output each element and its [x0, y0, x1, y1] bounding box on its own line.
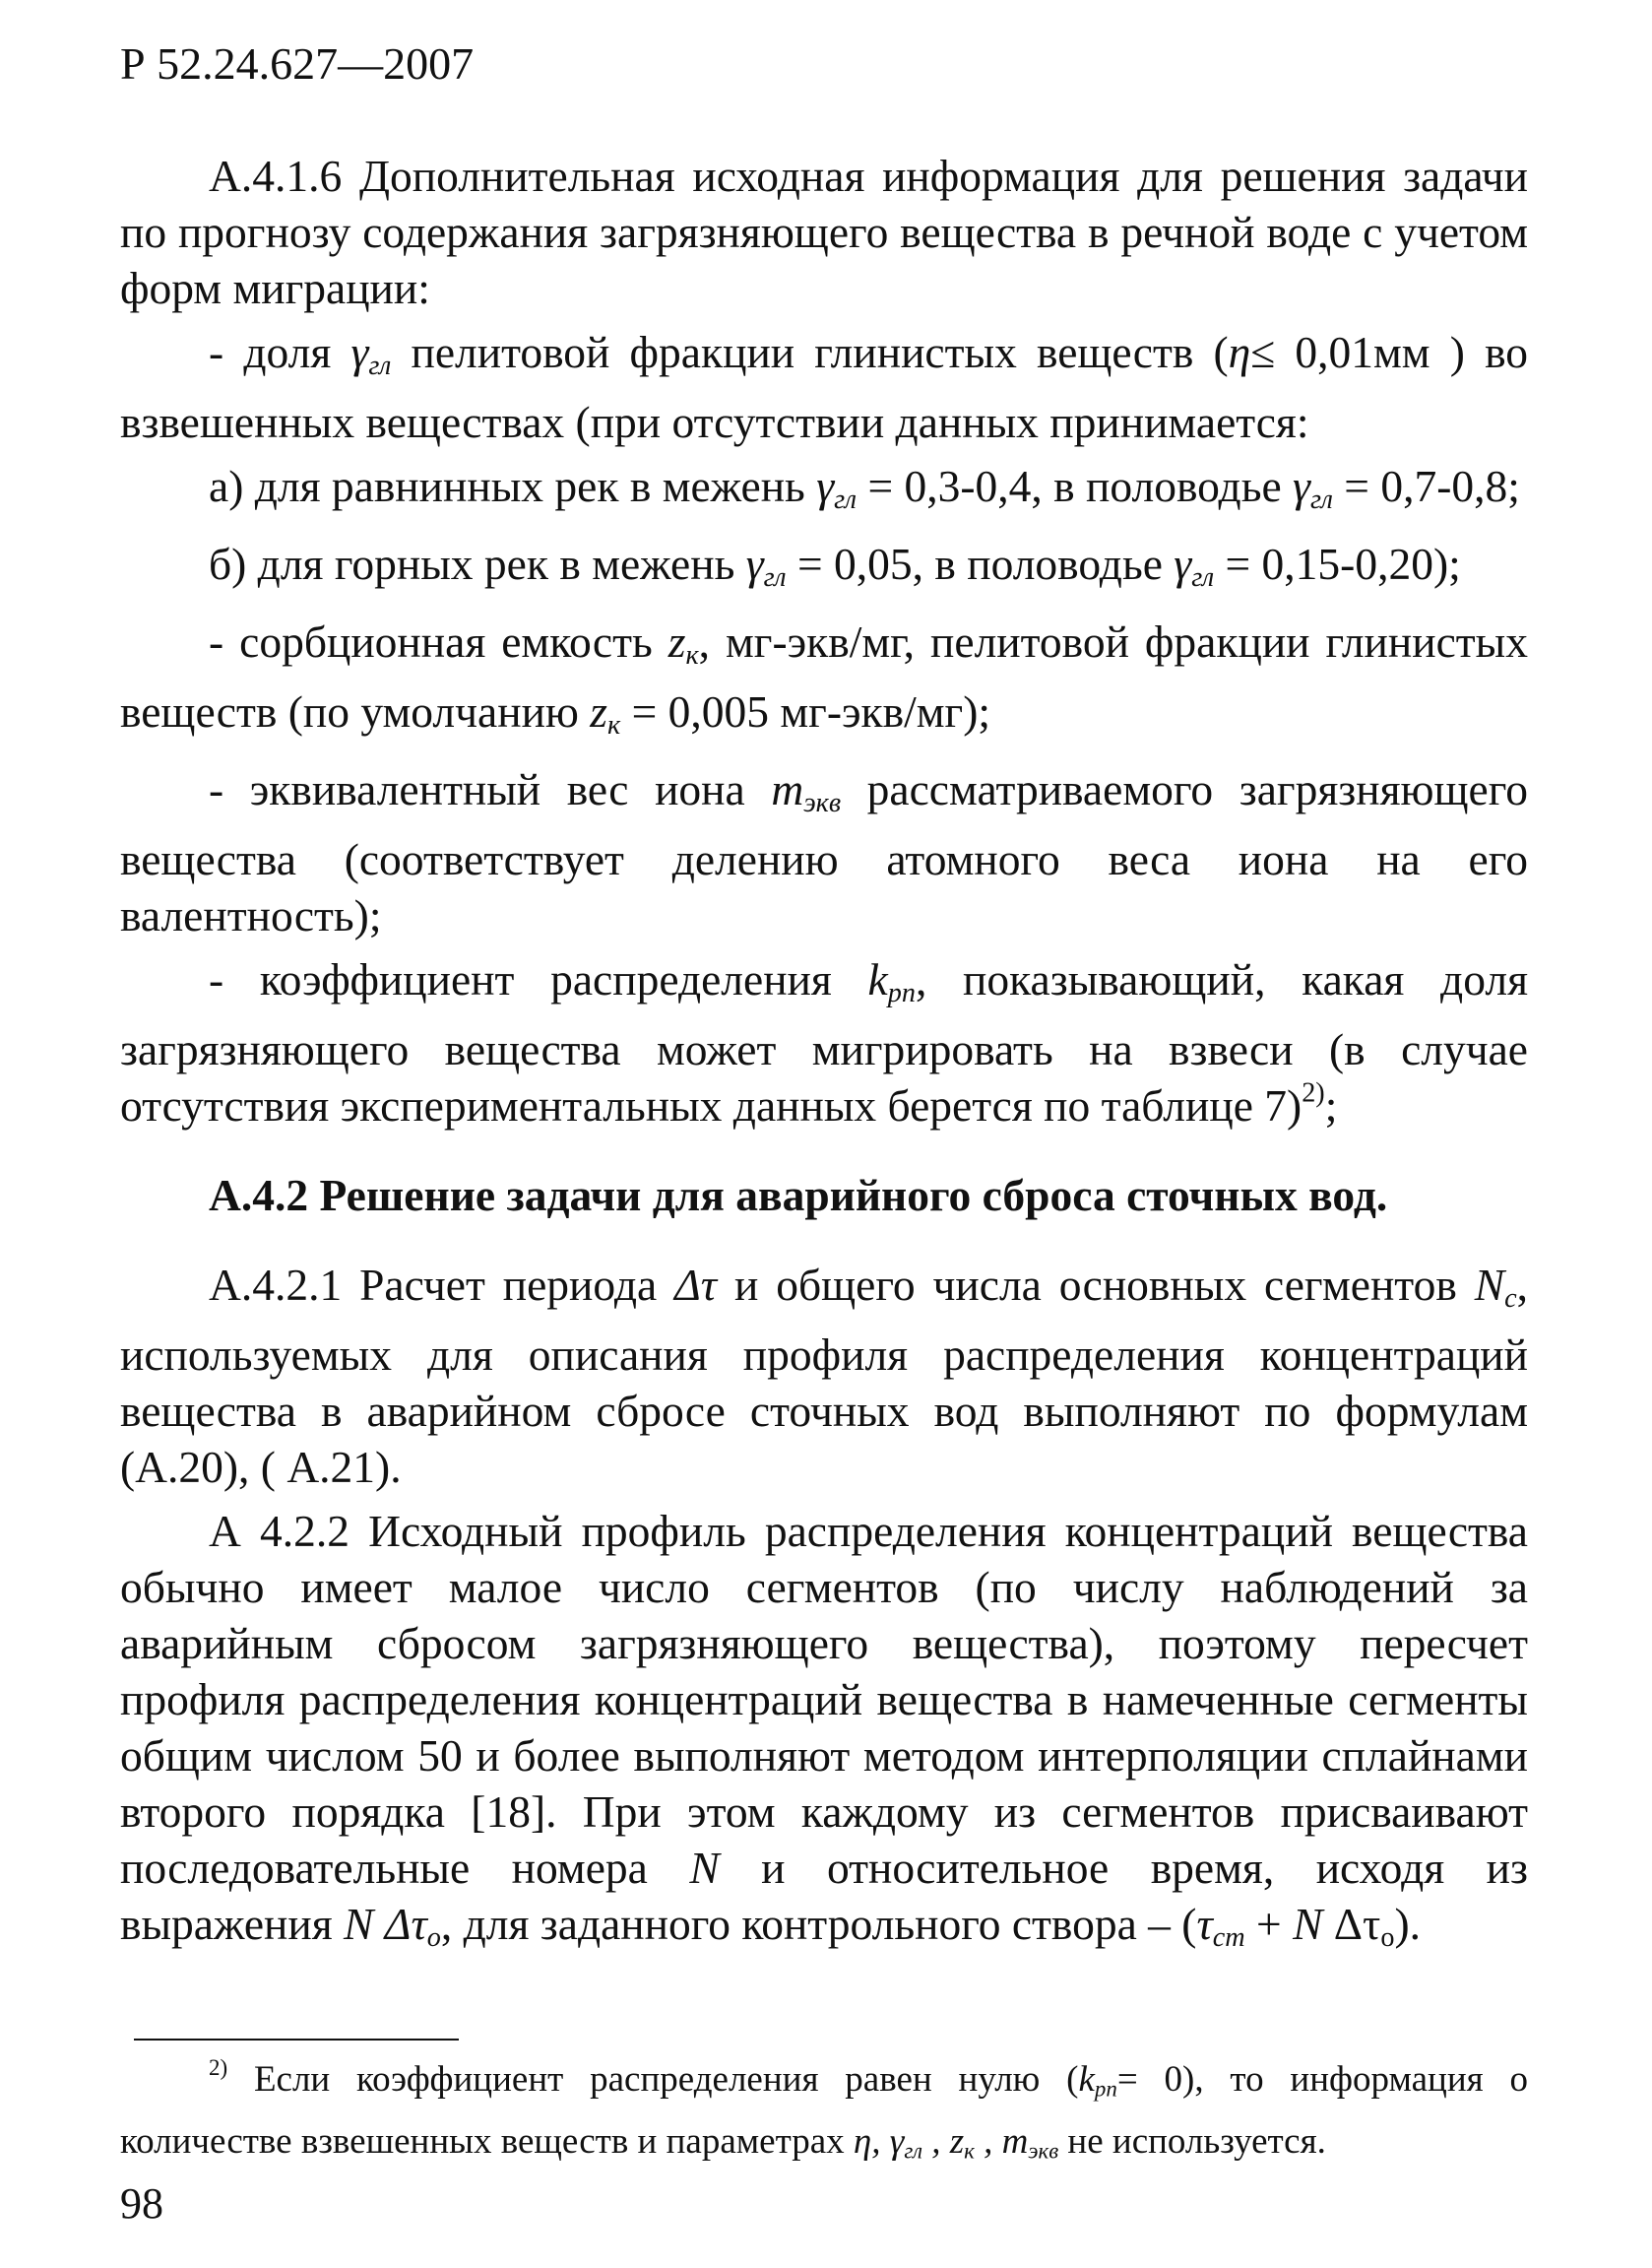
body-text — [120, 148, 1528, 1966]
paragraph-a421: А.4.2.1 Расчет периода Δτ и общего числа основных сегментов $N_с$, используемых для описания профиля распределения концентраций вещества в аварийном сбросе сточных вод выполняют по формулам (А.20), ( А.21). — [120, 1260, 1528, 1493]
footnote-separator — [134, 2039, 459, 2041]
paragraph-item-plain-rivers: а) для равнинных рек в межень $\gamma_{гл} = 0,3-0,4$, в половодье $\gamma_{гл} = 0,7-0,8$; — [209, 461, 1520, 516]
paragraph-a416-intro: А.4.1.6 Дополнительная исходная информация для решения задачи по прогнозу содержания загрязняющего вещества в речной воде с учетом форм миграции: — [120, 151, 1528, 313]
section-heading-a42: А.4.2 Решение задачи для аварийного сброса сточных вод. — [209, 1170, 1388, 1221]
footnote-marker: 2) — [209, 2054, 228, 2080]
var-gamma: γ — [350, 327, 369, 377]
paragraph-item-sorption-capacity: - сорбционная емкость $z_к$, мг-экв/мг, пелитовой фракции глинистых веществ (по умолчанию $z_к = 0,005$ мг-экв/мг); — [120, 616, 1529, 742]
paragraph-item-pelite-fraction: - доля $\gamma_{гл}$ пелитовой фракции глинистых веществ (η≤ 0,01мм ) во взвешенных веществах (при отсутствии данных принимается: — [120, 327, 1529, 448]
footnote-ref[interactable]: 2) — [1302, 1077, 1325, 1109]
paragraph-item-distribution-coefficient: - коэффициент распределения $k_{рп}$, показывающий, какая доля загрязняющего вещества может мигрировать на взвеси (в случае отсутствия экспериментальных данных берется по таблице 7)$^{2)}$; — [120, 954, 1528, 1132]
var-eta: η — [1228, 327, 1251, 377]
paragraph-item-equivalent-weight: - эквивалентный вес иона $m_{экв}$ рассматриваемого загрязняющего вещества (соответствует делению атомного веса иона на его валентность); — [120, 764, 1529, 941]
page-number: 98 — [120, 2179, 163, 2228]
footnote: $^{2)}$ Если коэффициент распределения равен нулю $(k_{рп}= 0)$, то информация о количестве взвешенных веществ и параметрах η, $\gamma_{гл}$ , $z_к$ , $m_{экв}$ не используется. — [120, 2054, 1528, 2164]
paragraph-a422: А 4.2.2 Исходный профиль распределения концентраций вещества обычно имеет малое число сегментов (по числу наблюдений за аварийным сбросом загрязняющего вещества), поэтому пересчет профиля распределения концентраций вещества в намеченные сегменты общим числом 50 и более выполняют методом интерполяции сплайнами второго порядка [18]. При этом каждому из сегментов присваивают последовательные номера N и относительное время, исходя из выражения N $\Delta\tau_о$, для заданного контрольного створа – ($\tau_{ст} + N$ $\Delta\tau_о$). — [120, 1506, 1528, 1954]
paragraph-item-mountain-rivers: б) для горных рек в межень $\gamma_{гл} = 0,05$, в половодье $\gamma_{гл} = 0,15-0,20$); — [209, 539, 1461, 594]
var-k: k — [867, 954, 888, 1005]
var-m: m — [771, 764, 804, 815]
document-code-header: Р 52.24.627—2007 — [120, 38, 475, 89]
var-z: z — [667, 616, 686, 668]
